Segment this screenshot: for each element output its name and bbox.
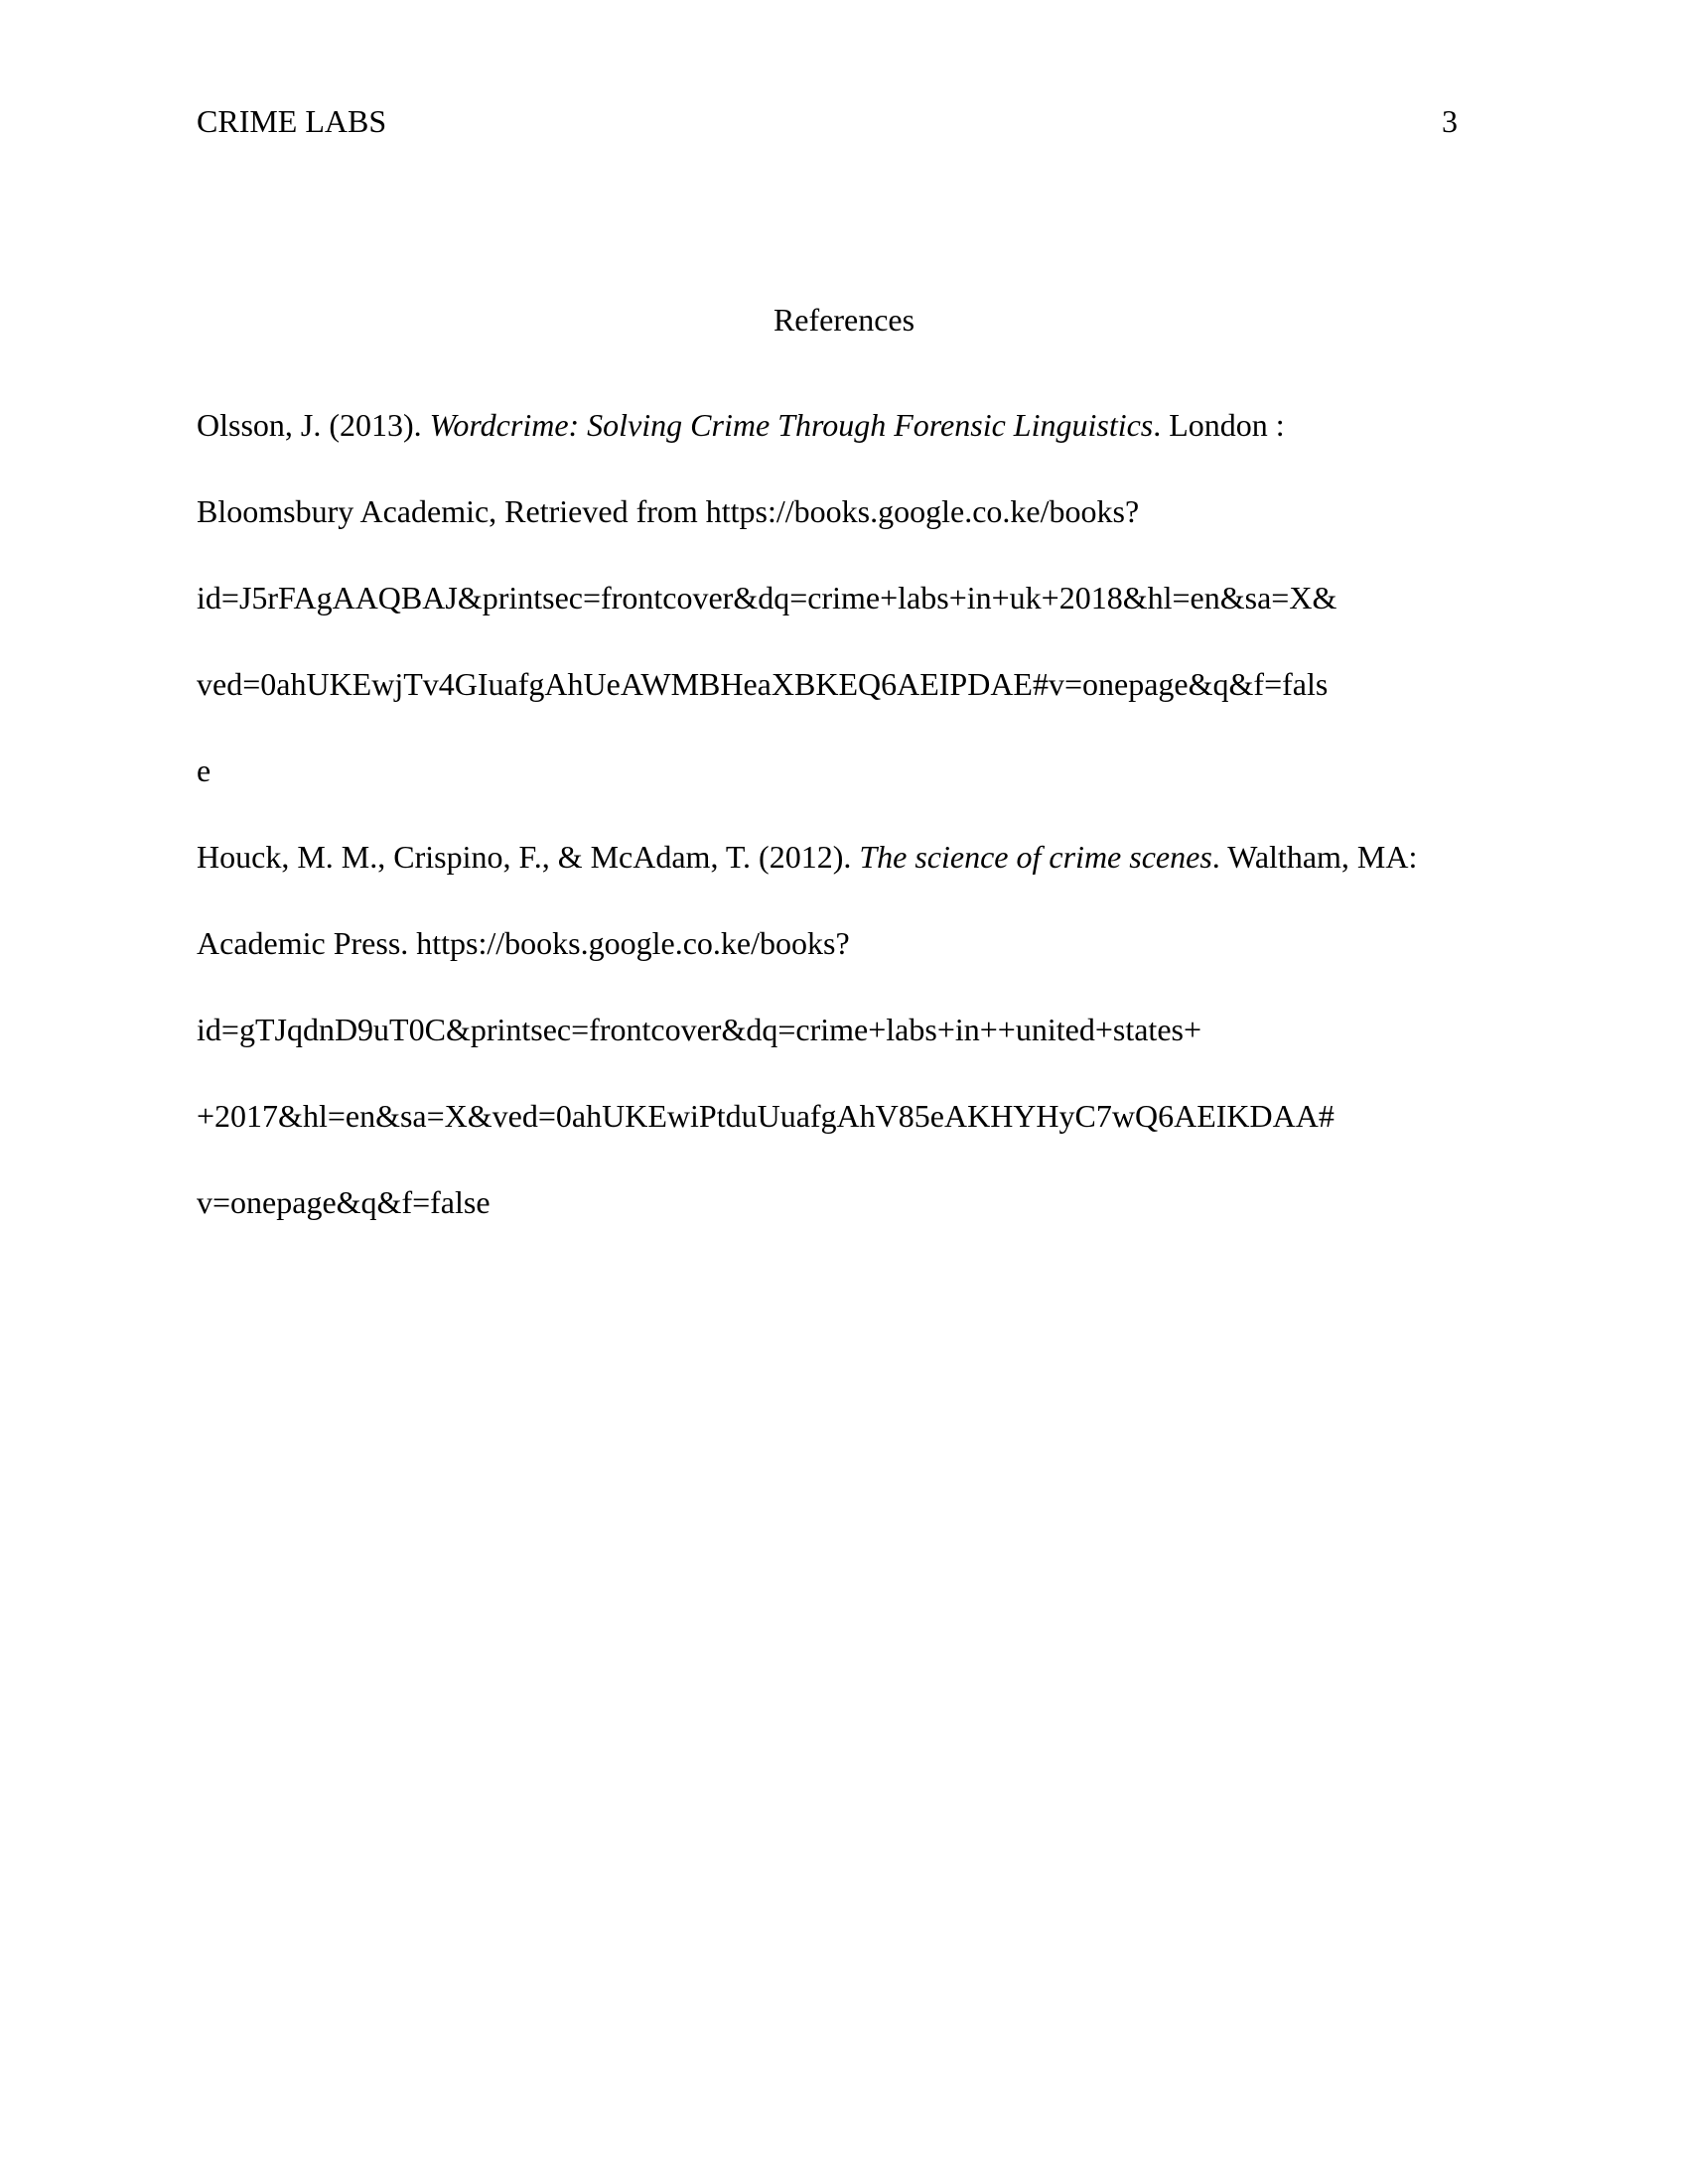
reference-title: The science of crime scenes (859, 839, 1212, 875)
reference-publisher-location: . London : (1153, 407, 1285, 443)
reference-continuation-line: Bloomsbury Academic, Retrieved from https://books.google.co.ke/books? (197, 493, 1140, 529)
reference-author-year: Olsson, J. (2013). (197, 407, 430, 443)
reference-entry-olsson (197, 382, 1477, 814)
reference-title: Wordcrime: Solving Crime Through Forensic Linguistics (429, 407, 1154, 443)
reference-url-line[interactable]: id=J5rFAgAAQBAJ&printsec=frontcover&dq=crime+labs+in+uk+2018&hl=en&sa=X& (197, 580, 1337, 615)
running-head-title: CRIME LABS (197, 103, 387, 139)
reference-url-line[interactable]: e (197, 752, 211, 788)
reference-url-line[interactable]: v=onepage&q&f=false (197, 1184, 491, 1220)
reference-author-year: Houck, M. M., Crispino, F., & McAdam, T. (2012). (197, 839, 860, 875)
reference-publisher-location: . Waltham, MA: (1211, 839, 1418, 875)
reference-url-line[interactable]: +2017&hl=en&sa=X&ved=0ahUKEwiPtduUuafgAhV85eAKHYHyC7wQ6AEIKDAA# (197, 1098, 1335, 1134)
page-number: 3 (1442, 103, 1458, 139)
running-header (197, 99, 1458, 143)
references-heading: References (773, 302, 915, 338)
reference-list (197, 382, 1477, 1246)
reference-first-line (197, 814, 1477, 900)
reference-url-line[interactable]: ved=0ahUKEwjTv4GIuafgAhUeAWMBHeaXBKEQ6AEIPDAE#v=onepage&q&f=fals (197, 666, 1329, 702)
reference-first-line (197, 382, 1477, 469)
reference-url-line[interactable]: id=gTJqdnD9uT0C&printsec=frontcover&dq=crime+labs+in++united+states+ (197, 1012, 1202, 1047)
reference-continuation-line: Academic Press. https://books.google.co.ke/books? (197, 925, 850, 961)
reference-entry-houck (197, 814, 1477, 1246)
